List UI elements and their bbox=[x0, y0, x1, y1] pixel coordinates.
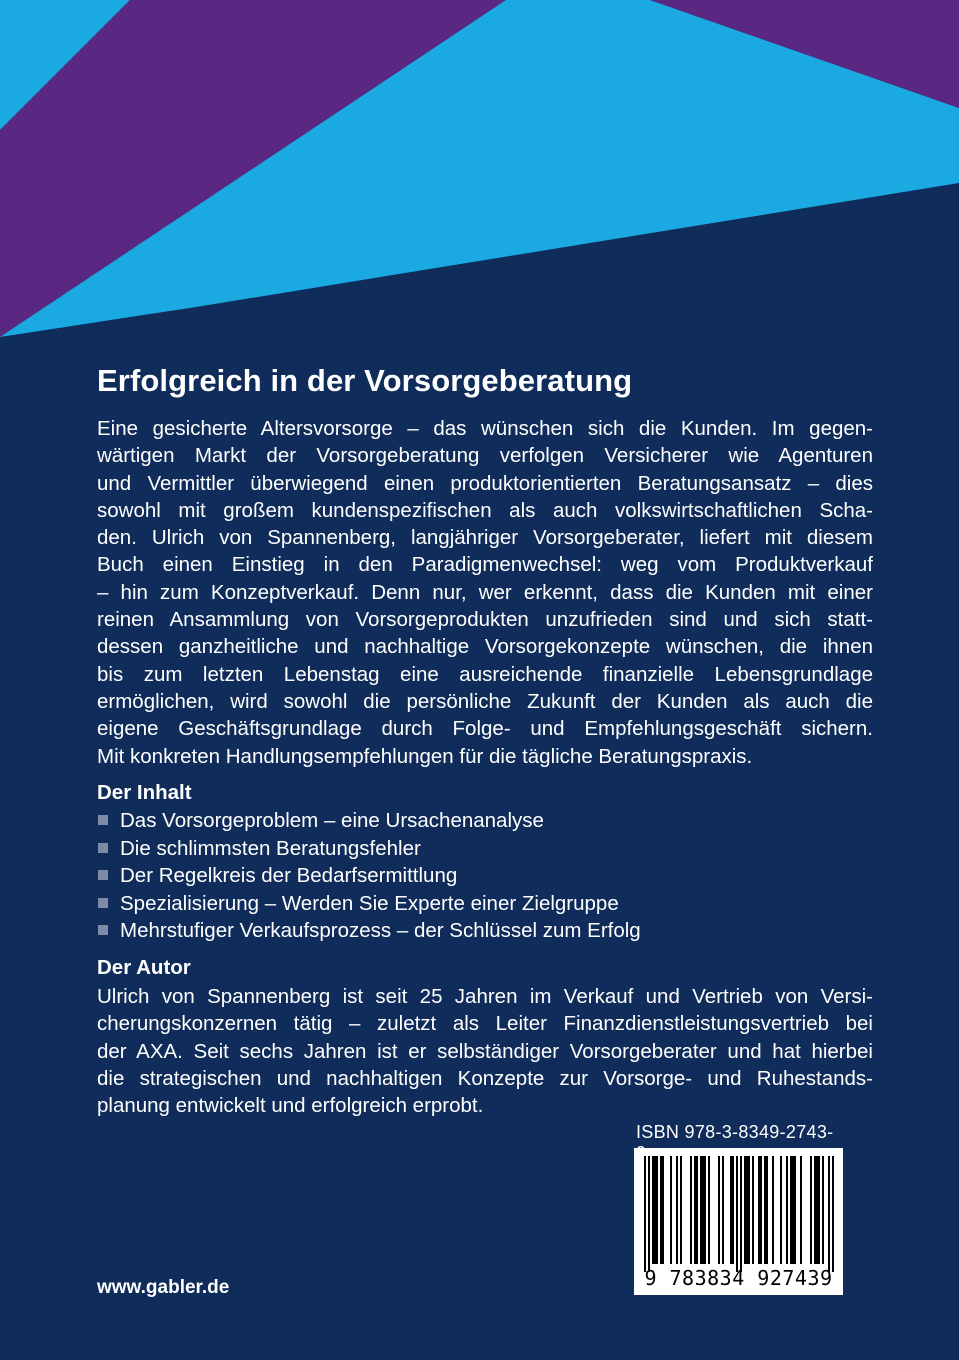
barcode-bar bbox=[746, 1156, 748, 1264]
barcode-bar bbox=[822, 1156, 824, 1264]
intro-line: bis zum letzten Lebenstag eine ausreichende finanzielle Lebensgrundlage bbox=[97, 662, 873, 686]
barcode-bar bbox=[766, 1156, 768, 1264]
barcode-bar bbox=[722, 1156, 724, 1264]
square-bullet-icon bbox=[98, 843, 108, 853]
author-line: planung entwickelt und erfolgreich erprobt. bbox=[97, 1094, 484, 1118]
intro-line: – hin zum Konzeptverkauf. Denn nur, wer erkennt, dass die Kunden mit einer bbox=[97, 580, 873, 604]
barcode-bar bbox=[810, 1156, 812, 1264]
square-bullet-icon bbox=[98, 925, 108, 935]
barcode-bar bbox=[832, 1156, 834, 1272]
intro-line: dessen ganzheitliche und nachhaltige Vorsorgekonzepte wünschen, die ihnen bbox=[97, 635, 873, 659]
barcode-bar bbox=[694, 1156, 696, 1264]
intro-line: wärtigen Markt der Vorsorgeberatung verfolgen Versicherer wie Agenturen bbox=[97, 444, 873, 468]
barcode-bar bbox=[654, 1156, 656, 1264]
barcode-bar bbox=[704, 1156, 706, 1264]
barcode-bar bbox=[656, 1156, 658, 1264]
contents-item bbox=[97, 862, 873, 890]
barcode-bar bbox=[708, 1156, 710, 1264]
barcode-bar bbox=[662, 1156, 664, 1264]
author-paragraph bbox=[97, 983, 873, 1119]
barcode-bar bbox=[732, 1156, 734, 1264]
barcode-bar bbox=[696, 1156, 698, 1264]
contents-item bbox=[97, 890, 873, 918]
barcode-bar bbox=[718, 1156, 720, 1264]
publisher-website: www.gabler.de bbox=[97, 1277, 230, 1298]
contents-item-label: Die schlimmsten Beratungsfehler bbox=[120, 836, 421, 860]
barcode-bar bbox=[670, 1156, 672, 1264]
intro-paragraph bbox=[97, 415, 873, 770]
barcode-bar bbox=[736, 1156, 738, 1272]
barcode-bar bbox=[652, 1156, 654, 1264]
geometric-header-graphic bbox=[0, 0, 959, 400]
author-line: der AXA. Seit sechs Jahren ist er selbständiger Vorsorgeberater und hat hierbei bbox=[97, 1039, 873, 1063]
author-line: cherungskonzernen tätig – zuletzt als Leiter Finanzdienstleistungsvertrieb bei bbox=[97, 1012, 873, 1036]
isbn-label: ISBN 978-3-8349-2743- bbox=[636, 1122, 834, 1142]
barcode-bar bbox=[730, 1156, 732, 1264]
barcode-bar bbox=[790, 1156, 792, 1264]
contents-item-label: Spezialisierung – Werden Sie Experte einer Zielgruppe bbox=[120, 891, 619, 915]
contents-heading: Der Inhalt bbox=[97, 781, 192, 804]
barcode-digits: 9 783834 927439 bbox=[644, 1266, 833, 1290]
contents-item bbox=[97, 917, 873, 945]
author-line: die strategischen und nachhaltigen Konzepte zur Vorsorge- und Ruhestands- bbox=[97, 1066, 873, 1090]
barcode-bar bbox=[772, 1156, 774, 1264]
contents-list bbox=[97, 807, 873, 945]
intro-line: Buch einen Einstieg in den Paradigmenwechsel: weg vom Produktverkauf bbox=[97, 553, 873, 577]
barcode-bar bbox=[814, 1156, 816, 1264]
intro-line: den. Ulrich von Spannenberg, langjähriger Vorsorgeberater, liefert mit diesem bbox=[97, 526, 873, 550]
barcode-bar bbox=[816, 1156, 818, 1264]
barcode-bar bbox=[702, 1156, 704, 1264]
square-bullet-icon bbox=[98, 815, 108, 825]
intro-line: reinen Ansammlung von Vorsorgeprodukten unzufrieden sind und sich statt- bbox=[97, 608, 873, 632]
author-line: Ulrich von Spannenberg ist seit 25 Jahren im Verkauf und Vertrieb von Versi- bbox=[97, 985, 873, 1008]
contents-item bbox=[97, 835, 873, 863]
barcode-bar bbox=[828, 1156, 830, 1272]
intro-line: Mit konkreten Handlungsempfehlungen für die tägliche Beratungspraxis. bbox=[97, 744, 753, 768]
barcode-bar bbox=[690, 1156, 692, 1264]
barcode-bar bbox=[740, 1156, 742, 1272]
barcode-bar bbox=[760, 1156, 762, 1264]
barcode bbox=[634, 1148, 843, 1295]
barcode-bar bbox=[786, 1156, 788, 1264]
square-bullet-icon bbox=[98, 898, 108, 908]
barcode-bar bbox=[792, 1156, 794, 1264]
contents-item bbox=[97, 807, 873, 835]
barcode-bar bbox=[794, 1156, 796, 1264]
author-heading: Der Autor bbox=[97, 956, 191, 979]
square-bullet-icon bbox=[98, 870, 108, 880]
barcode-bar bbox=[748, 1156, 750, 1264]
barcode-bar bbox=[764, 1156, 766, 1264]
barcode-bar bbox=[758, 1156, 760, 1264]
barcode-bar bbox=[644, 1156, 646, 1272]
contents-item-label: Mehrstufiger Verkaufsprozess – der Schlüssel zum Erfolg bbox=[120, 919, 641, 942]
barcode-bar bbox=[676, 1156, 678, 1264]
intro-line: Eine gesicherte Altersvorsorge – das wünschen sich die Kunden. Im gegen- bbox=[97, 417, 873, 440]
barcode-bar bbox=[680, 1156, 682, 1264]
contents-item-label: Das Vorsorgeproblem – eine Ursachenanalyse bbox=[120, 809, 544, 832]
intro-line: sowohl mit großem kundenspezifischen als auch volkswirtschaftlichen Scha- bbox=[97, 498, 873, 522]
book-title: Erfolgreich in der Vorsorgeberatung bbox=[97, 363, 633, 398]
intro-line: eigene Geschäftsgrundlage durch Folge- und Empfehlungsgeschäft sichern. bbox=[97, 717, 873, 741]
intro-line: ermöglichen, wird sowohl die persönliche Zukunft der Kunden als auch die bbox=[97, 689, 873, 713]
barcode-bar bbox=[818, 1156, 820, 1264]
barcode-bar bbox=[780, 1156, 782, 1264]
barcode-bar bbox=[700, 1156, 702, 1264]
barcode-bar bbox=[800, 1156, 802, 1264]
barcode-bar bbox=[648, 1156, 650, 1272]
barcode-bar bbox=[660, 1156, 662, 1264]
barcode-bar bbox=[752, 1156, 754, 1264]
contents-item-label: Der Regelkreis der Bedarfsermittlung bbox=[120, 864, 458, 887]
intro-line: und Vermittler überwiegend einen produktorientierten Beratungsansatz – dies bbox=[97, 471, 873, 495]
barcode-bar bbox=[744, 1156, 746, 1264]
